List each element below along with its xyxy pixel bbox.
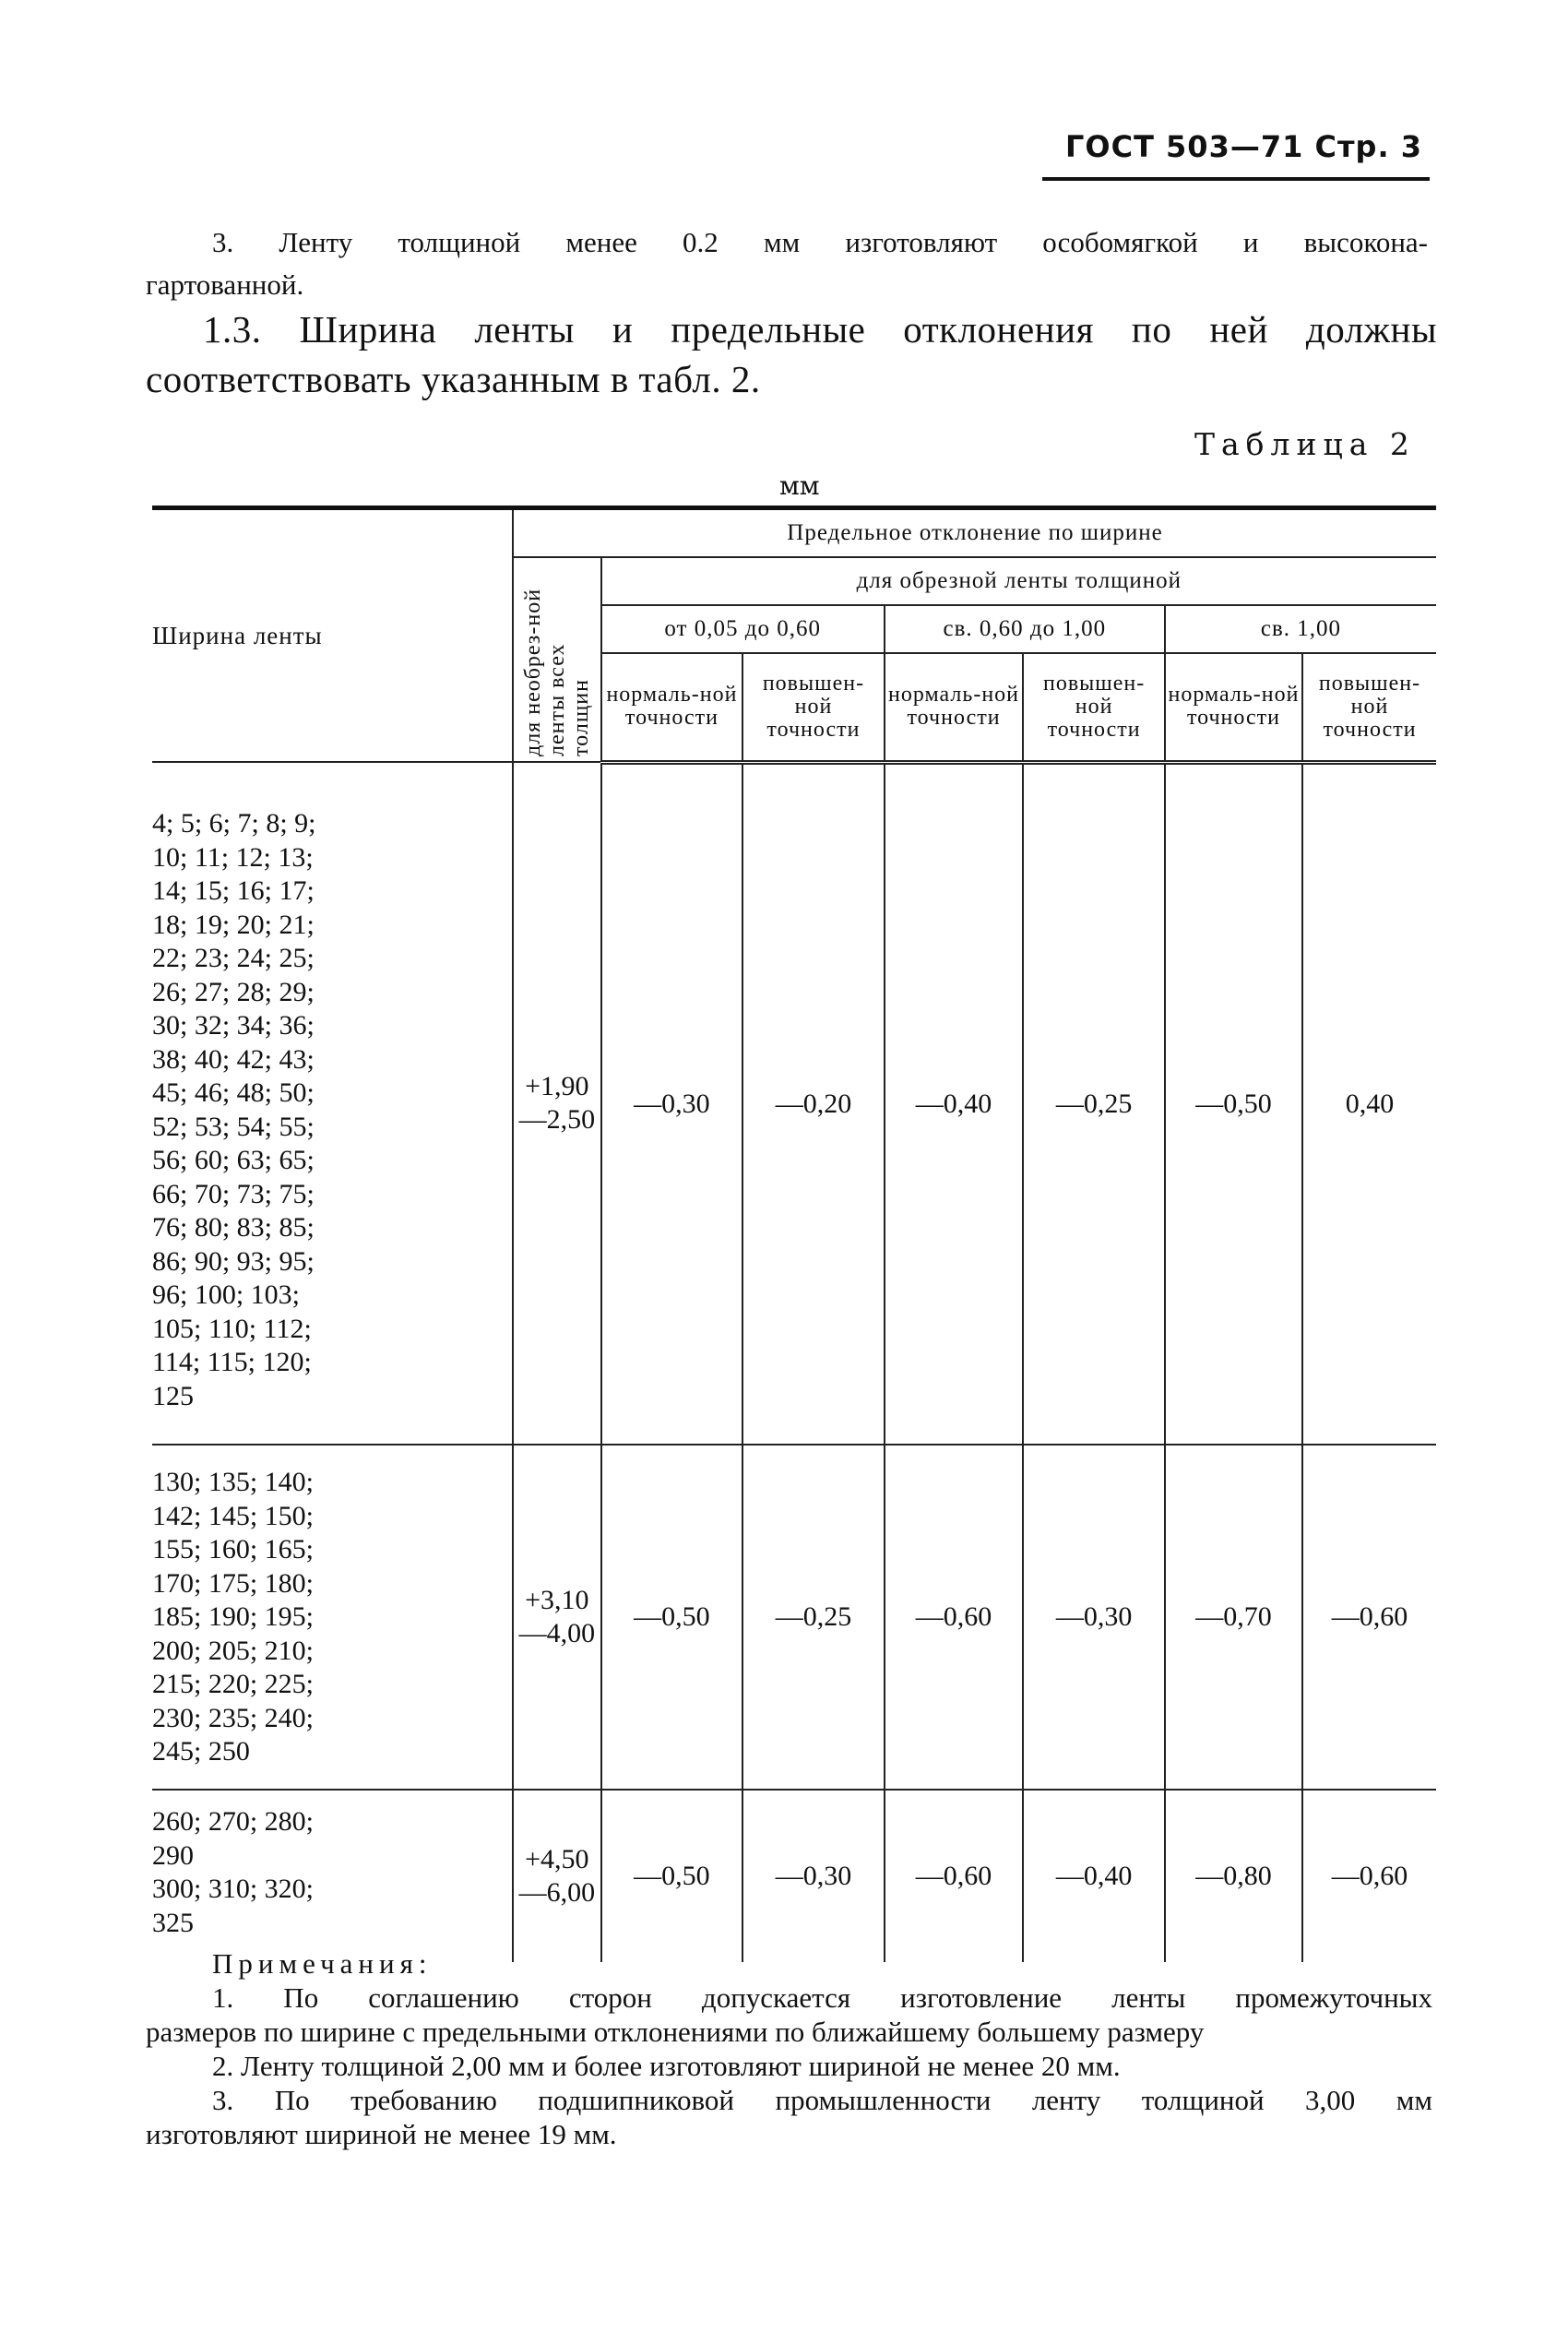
width-line: 230; 235; 240; [152, 1702, 315, 1733]
width-line: 56; 60; 63; 65; [152, 1145, 315, 1175]
value-cell: —0,60 [1302, 1790, 1436, 1962]
header-width: Ширина ленты [152, 508, 513, 763]
value-cell: —0,25 [742, 1445, 885, 1790]
note-3-paragraph [146, 221, 1428, 306]
width-line: 200; 205; 210; [152, 1635, 315, 1666]
header-rule [1042, 177, 1430, 181]
width-line: 125 [152, 1380, 194, 1411]
width-line: 86; 90; 93; 95; [152, 1245, 315, 1277]
value-cell: 0,40 [1302, 762, 1436, 1445]
width-line: 96; 100; 103; [152, 1279, 301, 1310]
width-line: 114; 115; 120; [152, 1347, 312, 1377]
note-1-rest: размеров по ширине с предельными отклонениями по ближайшему большему размеру [146, 2016, 1205, 2048]
note-item-3 [146, 2083, 1432, 2151]
tolerance-plus: +3,10 [525, 1585, 589, 1615]
width-line: 18; 19; 20; 21; [152, 909, 315, 940]
widths-cell [152, 762, 513, 1445]
section-1-3-paragraph [146, 304, 1437, 404]
value-cell: —0,80 [1165, 1790, 1302, 1962]
value-cell: —0,60 [1302, 1445, 1436, 1790]
width-line: 215; 220; 225; [152, 1669, 315, 1699]
width-line: 22; 23; 24; 25; [152, 943, 315, 973]
width-line: 142; 145; 150; [152, 1500, 315, 1531]
header-deviation: Предельное отклонение по ширине [513, 508, 1436, 558]
header-range-2: св. 0,60 до 1,00 [885, 605, 1165, 653]
note-3-rest: изготовляют шириной не менее 19 мм. [146, 2118, 617, 2150]
tolerance-minus: —4,00 [518, 1618, 596, 1648]
width-line: 26; 27; 28; 29; [152, 976, 315, 1007]
value-cell: —0,20 [742, 762, 885, 1445]
value-cell: —0,50 [601, 1445, 743, 1790]
untrimmed-tolerance [513, 762, 601, 1445]
width-line: 185; 190; 195; [152, 1601, 315, 1632]
note-3-line-1: 3. По требованию подшипниковой промышленности ленту толщиной 3,00 мм [212, 2084, 1432, 2116]
table-unit: мм [779, 470, 820, 501]
widths-cell [152, 1445, 513, 1790]
width-line: 105; 110; 112; [152, 1313, 312, 1344]
width-line: 170; 175; 180; [152, 1567, 315, 1599]
header-untrimmed-text: для необрез-ной ленты всех толщин [520, 588, 593, 756]
width-line: 290 [152, 1839, 194, 1871]
table-row [152, 1445, 1436, 1790]
value-cell: —0,50 [601, 1790, 743, 1962]
value-cell: —0,70 [1165, 1445, 1302, 1790]
header-normal: нормаль-ной точности [1165, 653, 1302, 762]
header-increased: повышен-ной точности [1302, 653, 1436, 762]
width-line: 325 [152, 1907, 194, 1938]
width-line: 66; 70; 73; 75; [152, 1178, 315, 1209]
header-normal: нормаль-ной точности [885, 653, 1024, 762]
value-cell: —0,30 [742, 1790, 885, 1962]
header-increased: повышен-ной точности [1023, 653, 1165, 762]
value-cell: —0,60 [885, 1790, 1024, 1962]
header-range-3: св. 1,00 [1165, 605, 1436, 653]
table-label: Таблица 2 [1194, 426, 1416, 462]
width-line: 52; 53; 54; 55; [152, 1111, 315, 1142]
section-1-3-line-2: соответствовать указанным в табл. 2. [146, 358, 761, 400]
value-cell: —0,30 [1023, 1445, 1165, 1790]
width-line: 10; 11; 12; 13; [152, 841, 314, 873]
note-item-2 [146, 2049, 1432, 2083]
width-line: 38; 40; 42; 43; [152, 1043, 315, 1075]
value-cell: —0,60 [885, 1445, 1024, 1790]
tolerance-minus: —2,50 [518, 1104, 596, 1135]
width-line: 260; 270; 280; [152, 1806, 315, 1837]
untrimmed-tolerance [513, 1445, 601, 1790]
untrimmed-tolerance [513, 1790, 601, 1962]
tolerance-minus: —6,00 [518, 1877, 596, 1908]
page-header [1042, 129, 1430, 181]
table-row [152, 1790, 1436, 1962]
width-line: 130; 135; 140; [152, 1467, 315, 1497]
header-trimmed: для обрезной ленты толщиной [601, 557, 1436, 605]
note-1-line-1: 1. По соглашению сторон допускается изготовление ленты промежуточных [212, 1981, 1432, 2014]
width-line: 245; 250 [152, 1736, 250, 1767]
note-3-line-2: гартованной. [146, 268, 304, 301]
table-row [152, 762, 1436, 1445]
value-cell: —0,30 [601, 762, 743, 1445]
tolerance-plus: +4,50 [525, 1844, 589, 1874]
width-line: 45; 46; 48; 50; [152, 1077, 315, 1108]
width-line: 14; 15; 16; 17; [152, 875, 315, 906]
header-title: ГОСТ 503—71 Стр. 3 [1064, 129, 1422, 164]
width-line: 4; 5; 6; 7; 8; 9; [152, 808, 316, 839]
header-increased: повышен-ной точности [742, 653, 885, 762]
header-untrimmed [513, 557, 601, 762]
width-line: 155; 160; 165; [152, 1534, 315, 1565]
header-normal: нормаль-ной точности [601, 653, 743, 762]
width-line: 300; 310; 320; [152, 1874, 315, 1904]
notes-block [146, 1946, 1432, 2151]
value-cell: —0,25 [1023, 762, 1165, 1445]
table-2 [152, 506, 1436, 1962]
note-2-text: 2. Ленту толщиной 2,00 мм и более изготовляют шириной не менее 20 мм. [212, 2050, 1121, 2082]
note-3-line-1: 3. Ленту толщиной менее 0.2 мм изготовляют особомягкой и высокона- [212, 226, 1428, 258]
tolerance-table [152, 506, 1436, 1962]
section-1-3-line-1: 1.3. Ширина ленты и предельные отклонения по ней должны [203, 308, 1437, 351]
value-cell: —0,40 [1023, 1790, 1165, 1962]
tolerance-plus: +1,90 [525, 1071, 589, 1101]
note-item-1 [146, 1981, 1432, 2049]
width-line: 30; 32; 34; 36; [152, 1010, 315, 1041]
value-cell: —0,40 [885, 762, 1024, 1445]
width-line: 76; 80; 83; 85; [152, 1212, 315, 1243]
value-cell: —0,50 [1165, 762, 1302, 1445]
notes-title: Примечания: [212, 1947, 433, 1980]
header-range-1: от 0,05 до 0,60 [601, 605, 885, 653]
widths-cell [152, 1790, 513, 1962]
